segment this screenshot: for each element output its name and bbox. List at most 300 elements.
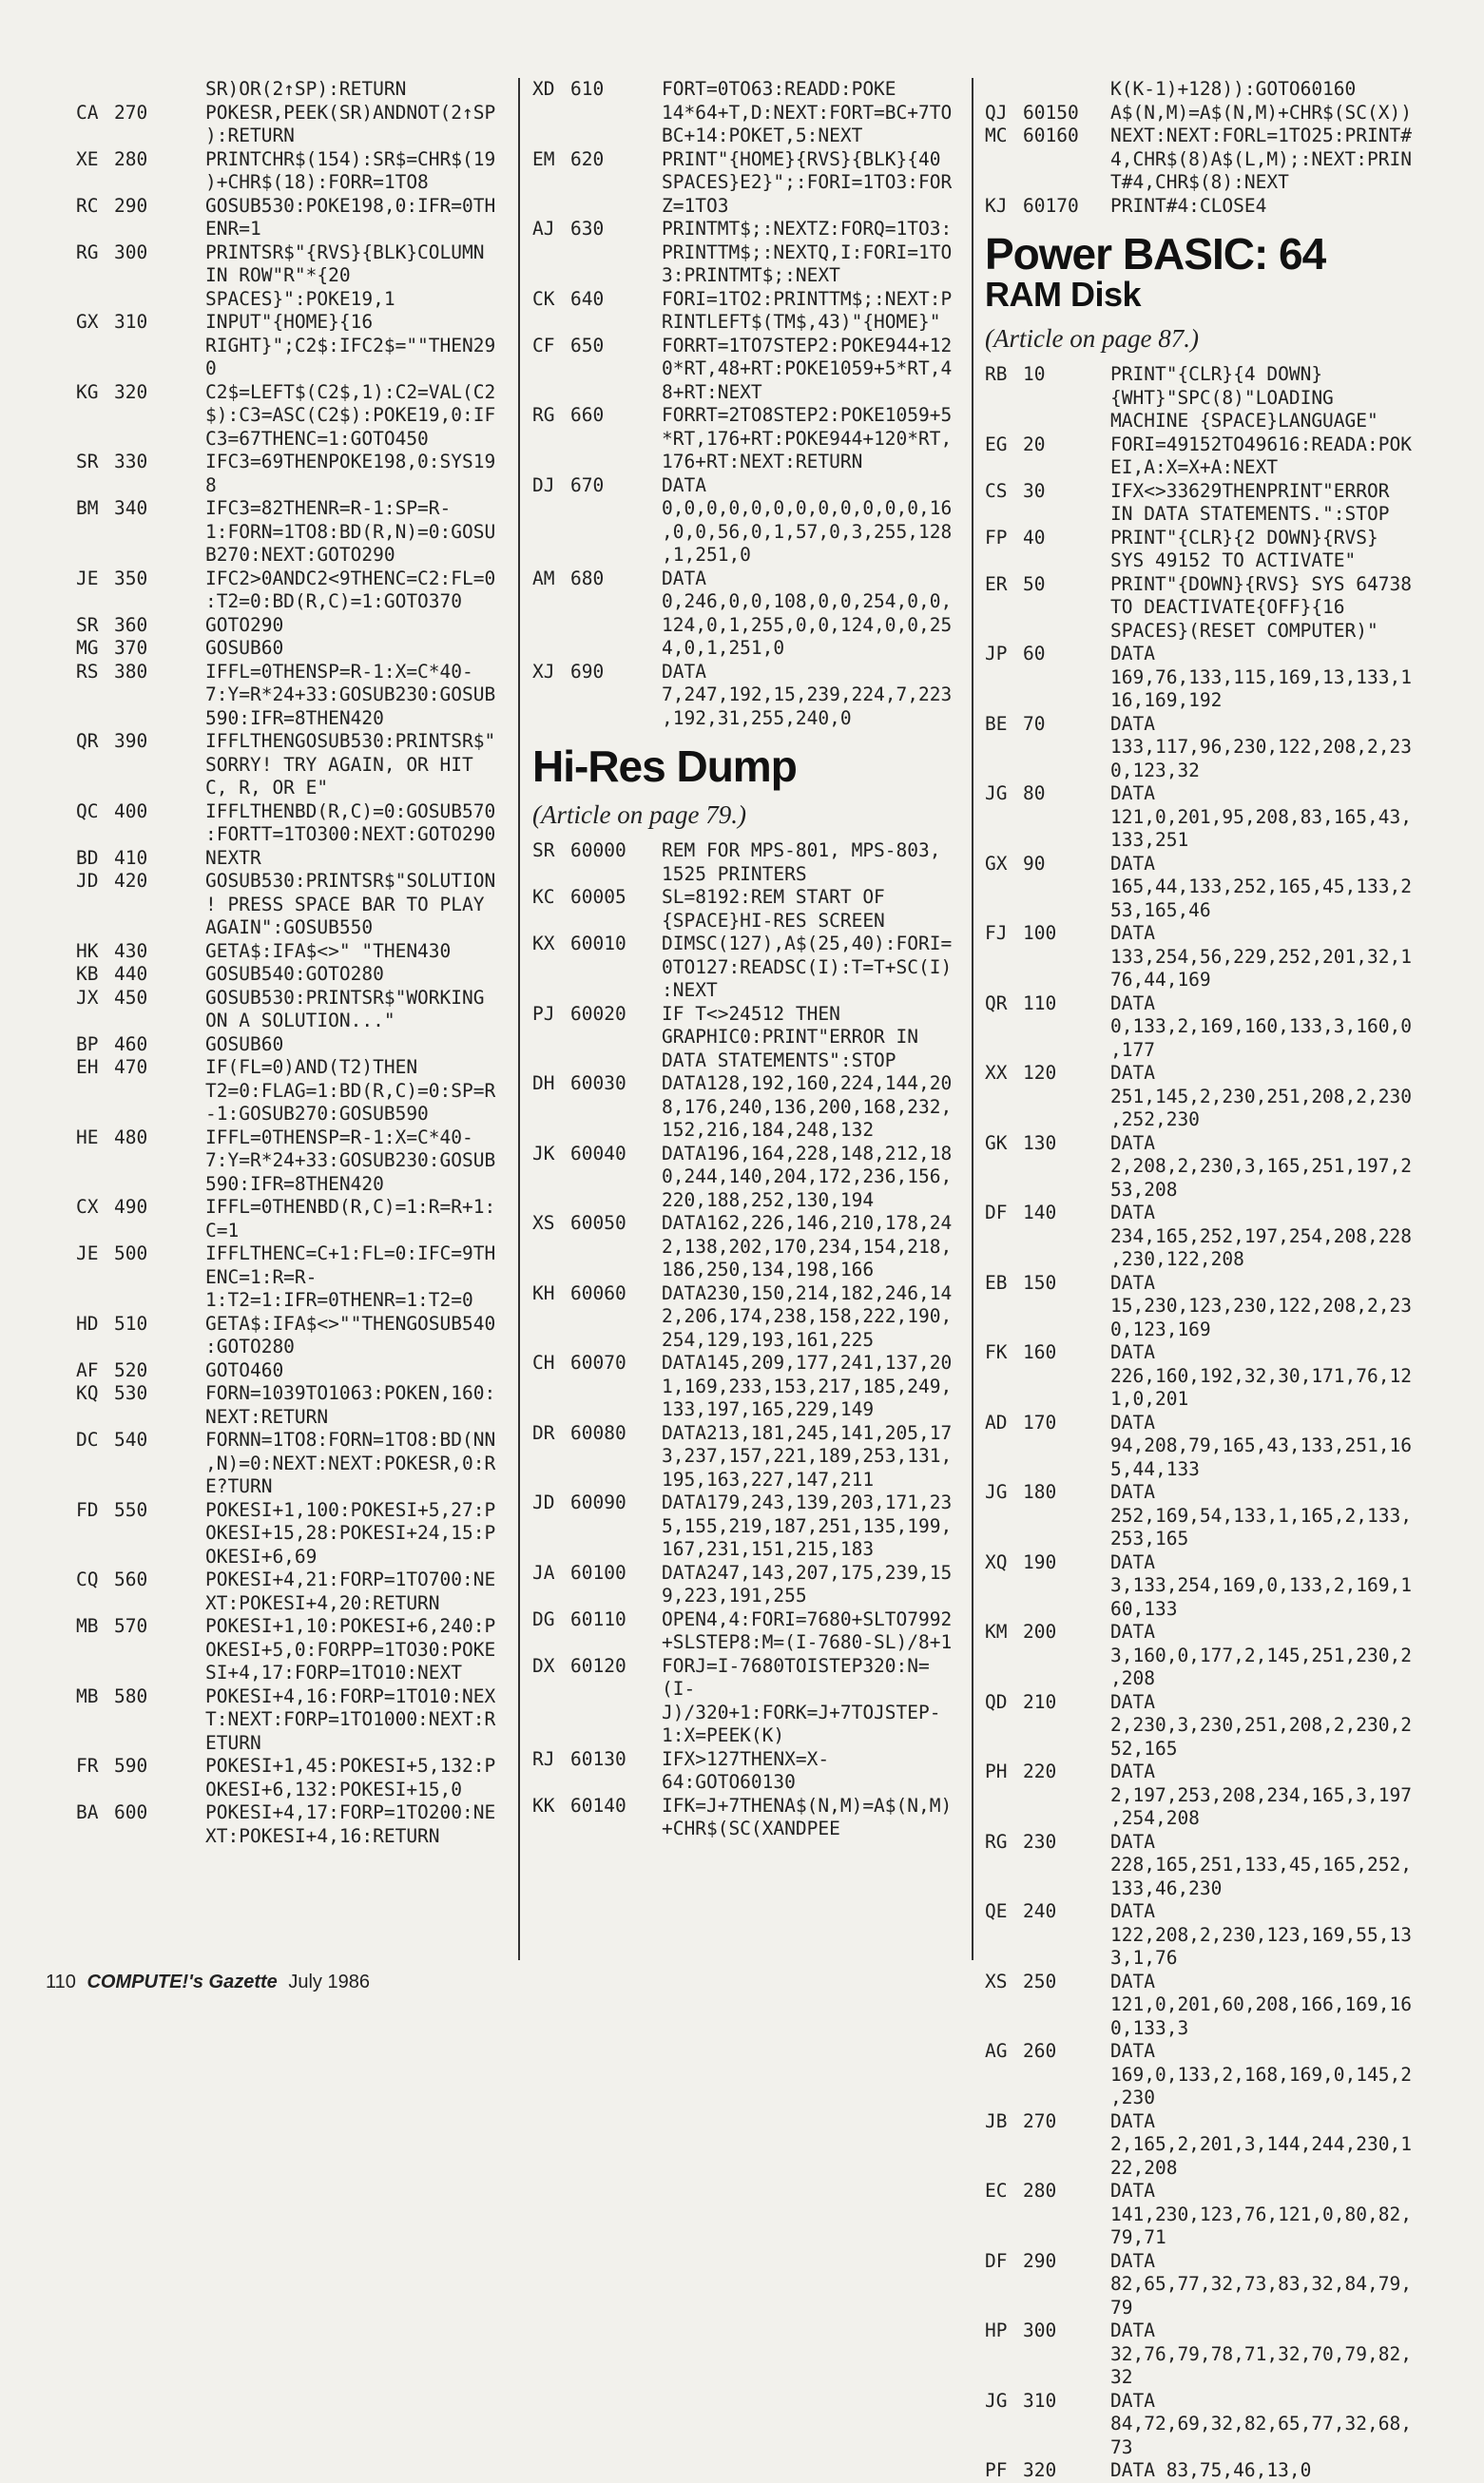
checksum: EM (532, 147, 555, 170)
line-number: 60020 (570, 1002, 626, 1025)
checksum: RJ (532, 1747, 555, 1770)
checksum: KM (985, 1621, 1008, 1644)
checksum: QJ (985, 101, 1008, 124)
code-line (532, 568, 960, 661)
line-number: 140 (1023, 1202, 1057, 1224)
line-number: 310 (1023, 2389, 1057, 2412)
code-line (985, 2390, 1422, 2460)
checksum: JB (985, 2109, 1008, 2132)
line-number: 260 (1023, 2040, 1057, 2063)
checksum: DF (985, 2249, 1008, 2272)
code-line (76, 451, 504, 497)
checksum: KB (76, 963, 99, 985)
checksum (985, 78, 1023, 102)
code-line (76, 102, 504, 148)
code-line (76, 1033, 504, 1057)
code-line (76, 381, 504, 452)
column-rule-2 (972, 78, 973, 1960)
checksum: KC (532, 886, 555, 909)
code-text: IFFL=0THENBD(R,C)=1:R=R+1:C=1 (205, 1196, 496, 1242)
checksum: RS (76, 660, 99, 683)
line-number: 690 (570, 660, 605, 683)
checksum: FJ (985, 922, 1008, 945)
code-text: DATA 3,133,254,169,0,133,2,169,160,133 (1110, 1550, 1412, 1620)
code-text: DATA 2,165,2,201,3,144,244,230,122,208 (1110, 2109, 1412, 2179)
line-number: 170 (1023, 1411, 1057, 1434)
line-number: 390 (114, 730, 148, 752)
line-number: 130 (1023, 1131, 1057, 1154)
line-number: 650 (570, 334, 605, 356)
checksum: QD (985, 1690, 1008, 1713)
line-number: 640 (570, 287, 605, 310)
checksum: BM (76, 497, 99, 519)
checksum: HE (76, 1126, 99, 1148)
hires-dump-listing (532, 839, 960, 1841)
line-number: 110 (1023, 991, 1057, 1014)
code-text: DATA 121,0,201,95,208,83,165,43,133,251 (1110, 782, 1412, 852)
ram-disk-subheading: RAM Disk (985, 275, 1142, 315)
code-text: FORT=0TO63:READD:POKE 14*64+T,D:NEXT:FORT=BC+7TOBC+14:POKET,5:NEXT (662, 78, 953, 146)
code-line (76, 1359, 504, 1383)
hires-dump-continuation (985, 78, 1422, 218)
checksum: ER (985, 572, 1008, 595)
code-text: DATA 2,197,253,208,234,165,3,197,254,208 (1110, 1761, 1412, 1830)
checksum: DH (532, 1072, 555, 1095)
code-text: DATA 133,254,56,229,252,201,32,176,44,169 (1110, 922, 1412, 991)
code-line (532, 661, 960, 731)
listing-column-1 (76, 78, 504, 1848)
code-line (985, 643, 1422, 713)
code-text: REM FOR MPS-801, MPS-803, 1525 PRINTERS (662, 839, 953, 885)
line-number: 620 (570, 147, 605, 170)
code-line (532, 288, 960, 335)
code-line (985, 1831, 1422, 1901)
code-text: PRINT"{DOWN}{RVS} SYS 64738 TO DEACTIVATE{OFF}{16 SPACES}(RESET COMPUTER)" (1110, 572, 1423, 642)
page-footer (46, 1972, 376, 1993)
code-text: IFC3=82THENR=R-1:SP=R-1:FORN=1TO8:BD(R,N)=0:GOSUB270:NEXT:GOTO290 (205, 497, 496, 566)
code-line (985, 2180, 1422, 2250)
line-number: 60030 (570, 1072, 626, 1095)
power-basic-listing (985, 363, 1422, 2483)
checksum: MG (76, 637, 99, 659)
code-text: DATA 15,230,123,230,122,208,2,230,123,169 (1110, 1271, 1412, 1340)
line-number: 480 (114, 1126, 148, 1148)
code-text: DATA 121,0,201,60,208,166,169,160,133,3 (1110, 1970, 1412, 2039)
code-text: DATA145,209,177,241,137,201,169,233,153,217,185,249,133,197,165,229,149 (662, 1352, 953, 1421)
code-line (532, 474, 960, 568)
code-line (985, 2110, 1422, 2181)
code-line (532, 404, 960, 474)
code-text: IFX<>33629THENPRINT"ERROR IN DATA STATEMENTS.":STOP (1110, 479, 1401, 526)
listing-column-2 (532, 78, 960, 1841)
code-line (985, 713, 1422, 783)
issue-date: July 1986 (288, 1972, 370, 1992)
checksum: MC (985, 125, 1008, 146)
code-line (532, 1608, 960, 1655)
line-number: 520 (114, 1358, 148, 1381)
line-number: 60140 (570, 1794, 626, 1817)
checksum: QR (76, 730, 99, 752)
line-number: 550 (114, 1498, 148, 1521)
checksum: RG (76, 241, 99, 263)
checksum: AF (76, 1358, 99, 1381)
code-text: DATA 3,160,0,177,2,145,251,230,2,208 (1110, 1621, 1412, 1690)
code-line (985, 853, 1422, 923)
line-number: 300 (114, 241, 148, 263)
code-line (76, 987, 504, 1033)
code-text: IFFL=0THENSP=R-1:X=C*40-7:Y=R*24+33:GOSUB230:GOSUB590:IFR=8THEN420 (205, 1126, 496, 1195)
checksum: JD (76, 870, 99, 892)
code-line (532, 218, 960, 288)
line-number: 60150 (1023, 101, 1079, 124)
code-text: DATA 84,72,69,32,82,65,77,32,68,73 (1110, 2389, 1412, 2458)
column-rule-1 (518, 78, 520, 1960)
line-number: 370 (114, 637, 148, 659)
code-text: POKESI+4,21:FORP=1TO700:NEXT:POKESI+4,20:RETURN (205, 1569, 496, 1614)
checksum: GX (76, 311, 99, 333)
code-line (985, 1900, 1422, 1971)
line-number: 310 (114, 311, 148, 333)
code-text: IF T<>24512 THEN GRAPHIC0:PRINT"ERROR IN DATA STATEMENTS":STOP (662, 1002, 930, 1071)
code-line (532, 1492, 960, 1562)
checksum: FK (985, 1341, 1008, 1364)
checksum: PH (985, 1761, 1008, 1783)
line-number: 540 (114, 1429, 148, 1451)
code-text: DATA128,192,160,224,144,208,176,240,136,200,168,232,152,216,184,248,132 (662, 1072, 953, 1142)
checksum: DJ (532, 473, 555, 496)
code-line (985, 2040, 1422, 2110)
code-line (76, 78, 504, 102)
code-line (76, 661, 504, 731)
checksum: RG (532, 404, 555, 426)
checksum: XS (985, 1970, 1008, 1992)
code-text: DATA247,143,207,175,239,159,223,191,255 (662, 1561, 953, 1607)
checksum: QR (985, 991, 1008, 1014)
code-text: PRINT#4:CLOSE4 (1110, 194, 1267, 217)
code-line (76, 800, 504, 847)
page-number: 110 (46, 1972, 76, 1992)
line-number: 60080 (570, 1421, 626, 1444)
code-text: DATA 94,208,79,165,43,133,251,165,44,133 (1110, 1411, 1412, 1480)
checksum: DF (985, 1202, 1008, 1224)
code-line (532, 933, 960, 1003)
code-text: DATA 165,44,133,252,165,45,133,253,165,46 (1110, 852, 1412, 921)
checksum: DC (76, 1429, 99, 1451)
code-line (985, 1341, 1422, 1412)
code-text: POKESI+1,100:POKESI+5,27:POKESI+15,28:POKESI+24,15:POKESI+6,69 (205, 1498, 496, 1568)
code-text: IFK=J+7THENA$(N,M)=A$(N,M)+CHR$(SC(XANDPEE (662, 1794, 953, 1840)
code-text: IF(FL=0)AND(T2)THEN T2=0:FLAG=1:BD(R,C)=0:SP=R-1:GOSUB270:GOSUB590 (205, 1056, 496, 1125)
code-text: GOSUB540:GOTO280 (205, 963, 384, 985)
line-number: 60090 (570, 1492, 626, 1514)
checksum: QE (985, 1900, 1008, 1923)
code-line (985, 2319, 1422, 2390)
line-number: 270 (1023, 2109, 1057, 2132)
checksum: MB (76, 1615, 99, 1637)
code-text: SR)OR(2↑SP):RETURN (205, 78, 407, 100)
code-text: GOSUB530:POKE198,0:IFR=0THENR=1 (205, 194, 496, 240)
line-number: 510 (114, 1312, 148, 1335)
line-number: 450 (114, 986, 148, 1009)
line-number: 570 (114, 1615, 148, 1637)
code-line (76, 1196, 504, 1242)
checksum: XJ (532, 660, 555, 683)
line-number: 220 (1023, 1761, 1057, 1783)
checksum: AM (532, 567, 555, 589)
code-text: NEXT:NEXT:FORL=1TO25:PRINT#4,CHR$(8)A$(L,M);:NEXT:PRINT#4,CHR$(8):NEXT (1110, 125, 1412, 193)
checksum: RG (985, 1830, 1008, 1853)
code-line (76, 940, 504, 964)
code-line (985, 527, 1422, 573)
code-line (76, 1242, 504, 1313)
line-number: 60070 (570, 1352, 626, 1375)
code-text: NEXTR (205, 846, 261, 869)
line-number: 280 (114, 147, 148, 170)
checksum: BA (76, 1801, 99, 1823)
code-text: PRINT"{CLR}{4 DOWN}{WHT}"SPC(8)"LOADING MACHINE {SPACE}LANGUAGE" (1110, 363, 1378, 433)
code-text: DATA162,226,146,210,178,242,138,202,170,234,154,218,186,250,134,198,166 (662, 1212, 953, 1281)
code-line (76, 568, 504, 614)
code-line (985, 782, 1422, 853)
line-number: 250 (1023, 1970, 1057, 1992)
checksum: EH (76, 1056, 99, 1078)
checksum: SR (76, 451, 99, 472)
checksum: HD (76, 1312, 99, 1335)
code-text: PRINTMT$;:NEXTZ:FORQ=1TO3:PRINTTM$;:NEXTQ,I:FORI=1TO3:PRINTMT$;:NEXT (662, 218, 953, 286)
code-text: POKESI+1,45:POKESI+5,132:POKESI+6,132:POKESI+15,0 (205, 1755, 496, 1800)
code-line (532, 1143, 960, 1213)
line-number: 30 (1023, 479, 1046, 502)
checksum: AG (985, 2040, 1008, 2063)
code-text: DATA 169,76,133,115,169,13,133,116,169,192 (1110, 643, 1412, 712)
code-text: DATA230,150,214,182,246,142,206,174,238,158,222,190,254,129,193,161,225 (662, 1281, 953, 1351)
line-number: 610 (570, 78, 605, 100)
line-number: 420 (114, 870, 148, 892)
code-line (76, 1499, 504, 1569)
code-text: DATA 252,169,54,133,1,165,2,133,253,165 (1110, 1481, 1412, 1550)
code-line (985, 1551, 1422, 1622)
code-line (76, 963, 504, 987)
line-number: 290 (1023, 2249, 1057, 2272)
checksum: EG (985, 433, 1008, 455)
line-number: 380 (114, 660, 148, 683)
line-number: 210 (1023, 1690, 1057, 1713)
checksum: PJ (532, 1002, 555, 1025)
code-line (985, 1761, 1422, 1831)
line-number: 280 (1023, 2180, 1057, 2203)
line-number: 530 (114, 1382, 148, 1404)
code-line (985, 1971, 1422, 2041)
line-number: 50 (1023, 572, 1046, 595)
checksum: AJ (532, 218, 555, 240)
code-line (985, 433, 1422, 480)
line-number: 120 (1023, 1062, 1057, 1085)
line-number: 630 (570, 218, 605, 240)
checksum (76, 78, 114, 102)
code-text: FORJ=I-7680TOISTEP320:N=(I-J)/320+1:FORK=J+7TOJSTEP-1:X=PEEK(K) (662, 1654, 941, 1747)
checksum: KQ (76, 1382, 99, 1404)
code-line (532, 1795, 960, 1841)
line-number: 190 (1023, 1550, 1057, 1573)
code-line (76, 1126, 504, 1197)
checksum: QC (76, 799, 99, 822)
checksum: XX (985, 1062, 1008, 1085)
checksum: HK (76, 939, 99, 962)
checksum: KX (532, 933, 555, 955)
checksum: FP (985, 526, 1008, 549)
code-line (985, 1202, 1422, 1272)
code-text: DATA 251,145,2,230,251,208,2,230,252,230 (1110, 1062, 1412, 1131)
checksum: EC (985, 2180, 1008, 2203)
code-line (985, 1481, 1422, 1551)
line-number: 60120 (570, 1654, 626, 1677)
code-line (532, 1212, 960, 1282)
code-text: IFC2>0ANDC2<9THENC=C2:FL=0:T2=0:BD(R,C)=1:GOTO370 (205, 567, 496, 612)
line-number: 360 (114, 613, 148, 636)
code-line (985, 922, 1422, 992)
line-number: 590 (114, 1755, 148, 1777)
code-line (985, 1132, 1422, 1203)
code-line (76, 497, 504, 568)
line-number: 230 (1023, 1830, 1057, 1853)
checksum: JE (76, 567, 99, 589)
power-basic-heading: Power BASIC: 64 (985, 229, 1326, 279)
code-line (532, 1352, 960, 1422)
line-number: 60060 (570, 1281, 626, 1304)
line-number: 20 (1023, 433, 1046, 455)
line-number: 60100 (570, 1561, 626, 1584)
checksum: PF (985, 2459, 1008, 2482)
code-text: DATA 7,247,192,15,239,224,7,223,192,31,255,240,0 (662, 660, 953, 729)
checksum: HP (985, 2319, 1008, 2342)
checksum: CQ (76, 1569, 99, 1590)
code-line (985, 102, 1422, 125)
code-line (76, 1313, 504, 1359)
code-text: A$(N,M)=A$(N,M)+CHR$(SC(X)) (1110, 101, 1412, 124)
checksum: EB (985, 1271, 1008, 1294)
checksum: XE (76, 147, 99, 170)
code-line (532, 1003, 960, 1073)
code-text: DATA 141,230,123,76,121,0,80,82,79,71 (1110, 2180, 1412, 2249)
line-number: 560 (114, 1569, 148, 1590)
line-number: 580 (114, 1684, 148, 1707)
line-number: 60110 (570, 1607, 626, 1630)
code-line (532, 335, 960, 405)
checksum: CK (532, 287, 555, 310)
code-text: DATA 133,117,96,230,122,208,2,230,123,32 (1110, 712, 1412, 781)
code-text: DATA213,181,245,141,205,173,237,157,221,189,253,131,195,163,227,147,211 (662, 1421, 953, 1491)
checksum: CS (985, 479, 1008, 502)
line-number: 80 (1023, 782, 1046, 805)
code-text: DATA 169,0,133,2,168,169,0,145,2,230 (1110, 2040, 1412, 2109)
checksum: KG (76, 380, 99, 403)
code-line (76, 847, 504, 871)
checksum: XS (532, 1212, 555, 1235)
code-text: GOSUB530:PRINTSR$"WORKING ON A SOLUTION..." (205, 986, 496, 1031)
checksum: FD (76, 1498, 99, 1521)
line-number: 300 (1023, 2319, 1057, 2342)
code-text: POKESI+1,10:POKESI+6,240:POKESI+5,0:FORPP=1TO30:POKESI+4,17:FORP=1TO10:NEXT (205, 1615, 496, 1684)
code-text: INPUT"{HOME}{16 RIGHT}";C2$:IFC2$=""THEN290 (205, 311, 496, 379)
line-number: 70 (1023, 712, 1046, 735)
checksum: CF (532, 334, 555, 356)
checksum: AD (985, 1411, 1008, 1434)
code-line (532, 1562, 960, 1608)
code-line (532, 1748, 960, 1795)
code-line (76, 614, 504, 638)
code-text: DATA 122,208,2,230,123,169,55,133,1,76 (1110, 1900, 1412, 1970)
line-number: 90 (1023, 852, 1046, 875)
code-text: GOSUB60 (205, 637, 284, 659)
code-line (532, 148, 960, 219)
code-line (985, 363, 1422, 433)
code-text: IFX>127THENX=X-64:GOTO60130 (662, 1747, 830, 1794)
line-number: 60005 (570, 886, 626, 909)
line-number: 320 (114, 380, 148, 403)
checksum: CA (76, 101, 99, 124)
code-line (76, 1801, 504, 1848)
code-line (985, 1272, 1422, 1342)
code-text: DATA 32,76,79,78,71,32,70,79,82,32 (1110, 2319, 1412, 2389)
code-text: GOSUB60 (205, 1032, 284, 1055)
line-number: 270 (114, 101, 148, 124)
code-text: DATA196,164,228,148,212,180,244,140,204,172,236,156,220,188,252,130,194 (662, 1142, 953, 1211)
code-line (76, 1056, 504, 1126)
checksum: JA (532, 1561, 555, 1584)
code-text: C2$=LEFT$(C2$,1):C2=VAL(C2$):C3=ASC(C2$):POKE19,0:IFC3=67THENC=1:GOTO450 (205, 380, 496, 450)
code-line (985, 1621, 1422, 1691)
code-line (985, 2459, 1422, 2483)
code-line (532, 839, 960, 886)
code-text: IFC3=69THENPOKE198,0:SYS198 (205, 451, 496, 496)
checksum: FR (76, 1755, 99, 1777)
code-line (532, 1422, 960, 1492)
code-line (76, 730, 504, 800)
code-text: GETA$:IFA$<>" "THEN430 (205, 939, 452, 962)
line-number: 60050 (570, 1212, 626, 1235)
checksum: JX (76, 986, 99, 1009)
code-line (76, 870, 504, 940)
listing-column-2-lines (532, 78, 960, 730)
line-number: 410 (114, 846, 148, 869)
checksum: JE (76, 1242, 99, 1264)
code-text: DATA 234,165,252,197,254,208,228,230,122,208 (1110, 1202, 1412, 1271)
line-number: 60170 (1023, 194, 1079, 217)
line-number: 60160 (1023, 125, 1079, 146)
code-text: OPEN4,4:FORI=7680+SLTO7992+SLSTEP8:M=(I-7680-SL)/8+1 (662, 1607, 953, 1654)
line-number: 500 (114, 1242, 148, 1264)
line-number: 600 (114, 1801, 148, 1823)
line-number: 60040 (570, 1142, 626, 1165)
code-line (985, 78, 1422, 102)
line-number: 200 (1023, 1621, 1057, 1644)
code-text: DATA 2,230,3,230,251,208,2,230,252,165 (1110, 1690, 1412, 1760)
line-number: 440 (114, 963, 148, 985)
checksum: JD (532, 1492, 555, 1514)
code-line (76, 1429, 504, 1499)
checksum: GX (985, 852, 1008, 875)
code-text: DATA 0,246,0,0,108,0,0,254,0,0,124,0,1,255,0,0,124,0,0,254,0,1,251,0 (662, 567, 953, 659)
code-text: DATA 0,133,2,169,160,133,3,160,0,177 (1110, 991, 1412, 1061)
code-text: DATA 82,65,77,32,73,83,32,84,79,79 (1110, 2249, 1412, 2319)
code-text: FORRT=1TO7STEP2:POKE944+120*RT,48+RT:POKE1059+5*RT,48+RT:NEXT (662, 334, 953, 403)
code-line (985, 480, 1422, 527)
code-line (76, 1755, 504, 1801)
code-line (76, 637, 504, 661)
line-number: 340 (114, 497, 148, 519)
checksum: JK (532, 1142, 555, 1165)
hires-dump-heading: Hi-Res Dump (532, 741, 797, 791)
